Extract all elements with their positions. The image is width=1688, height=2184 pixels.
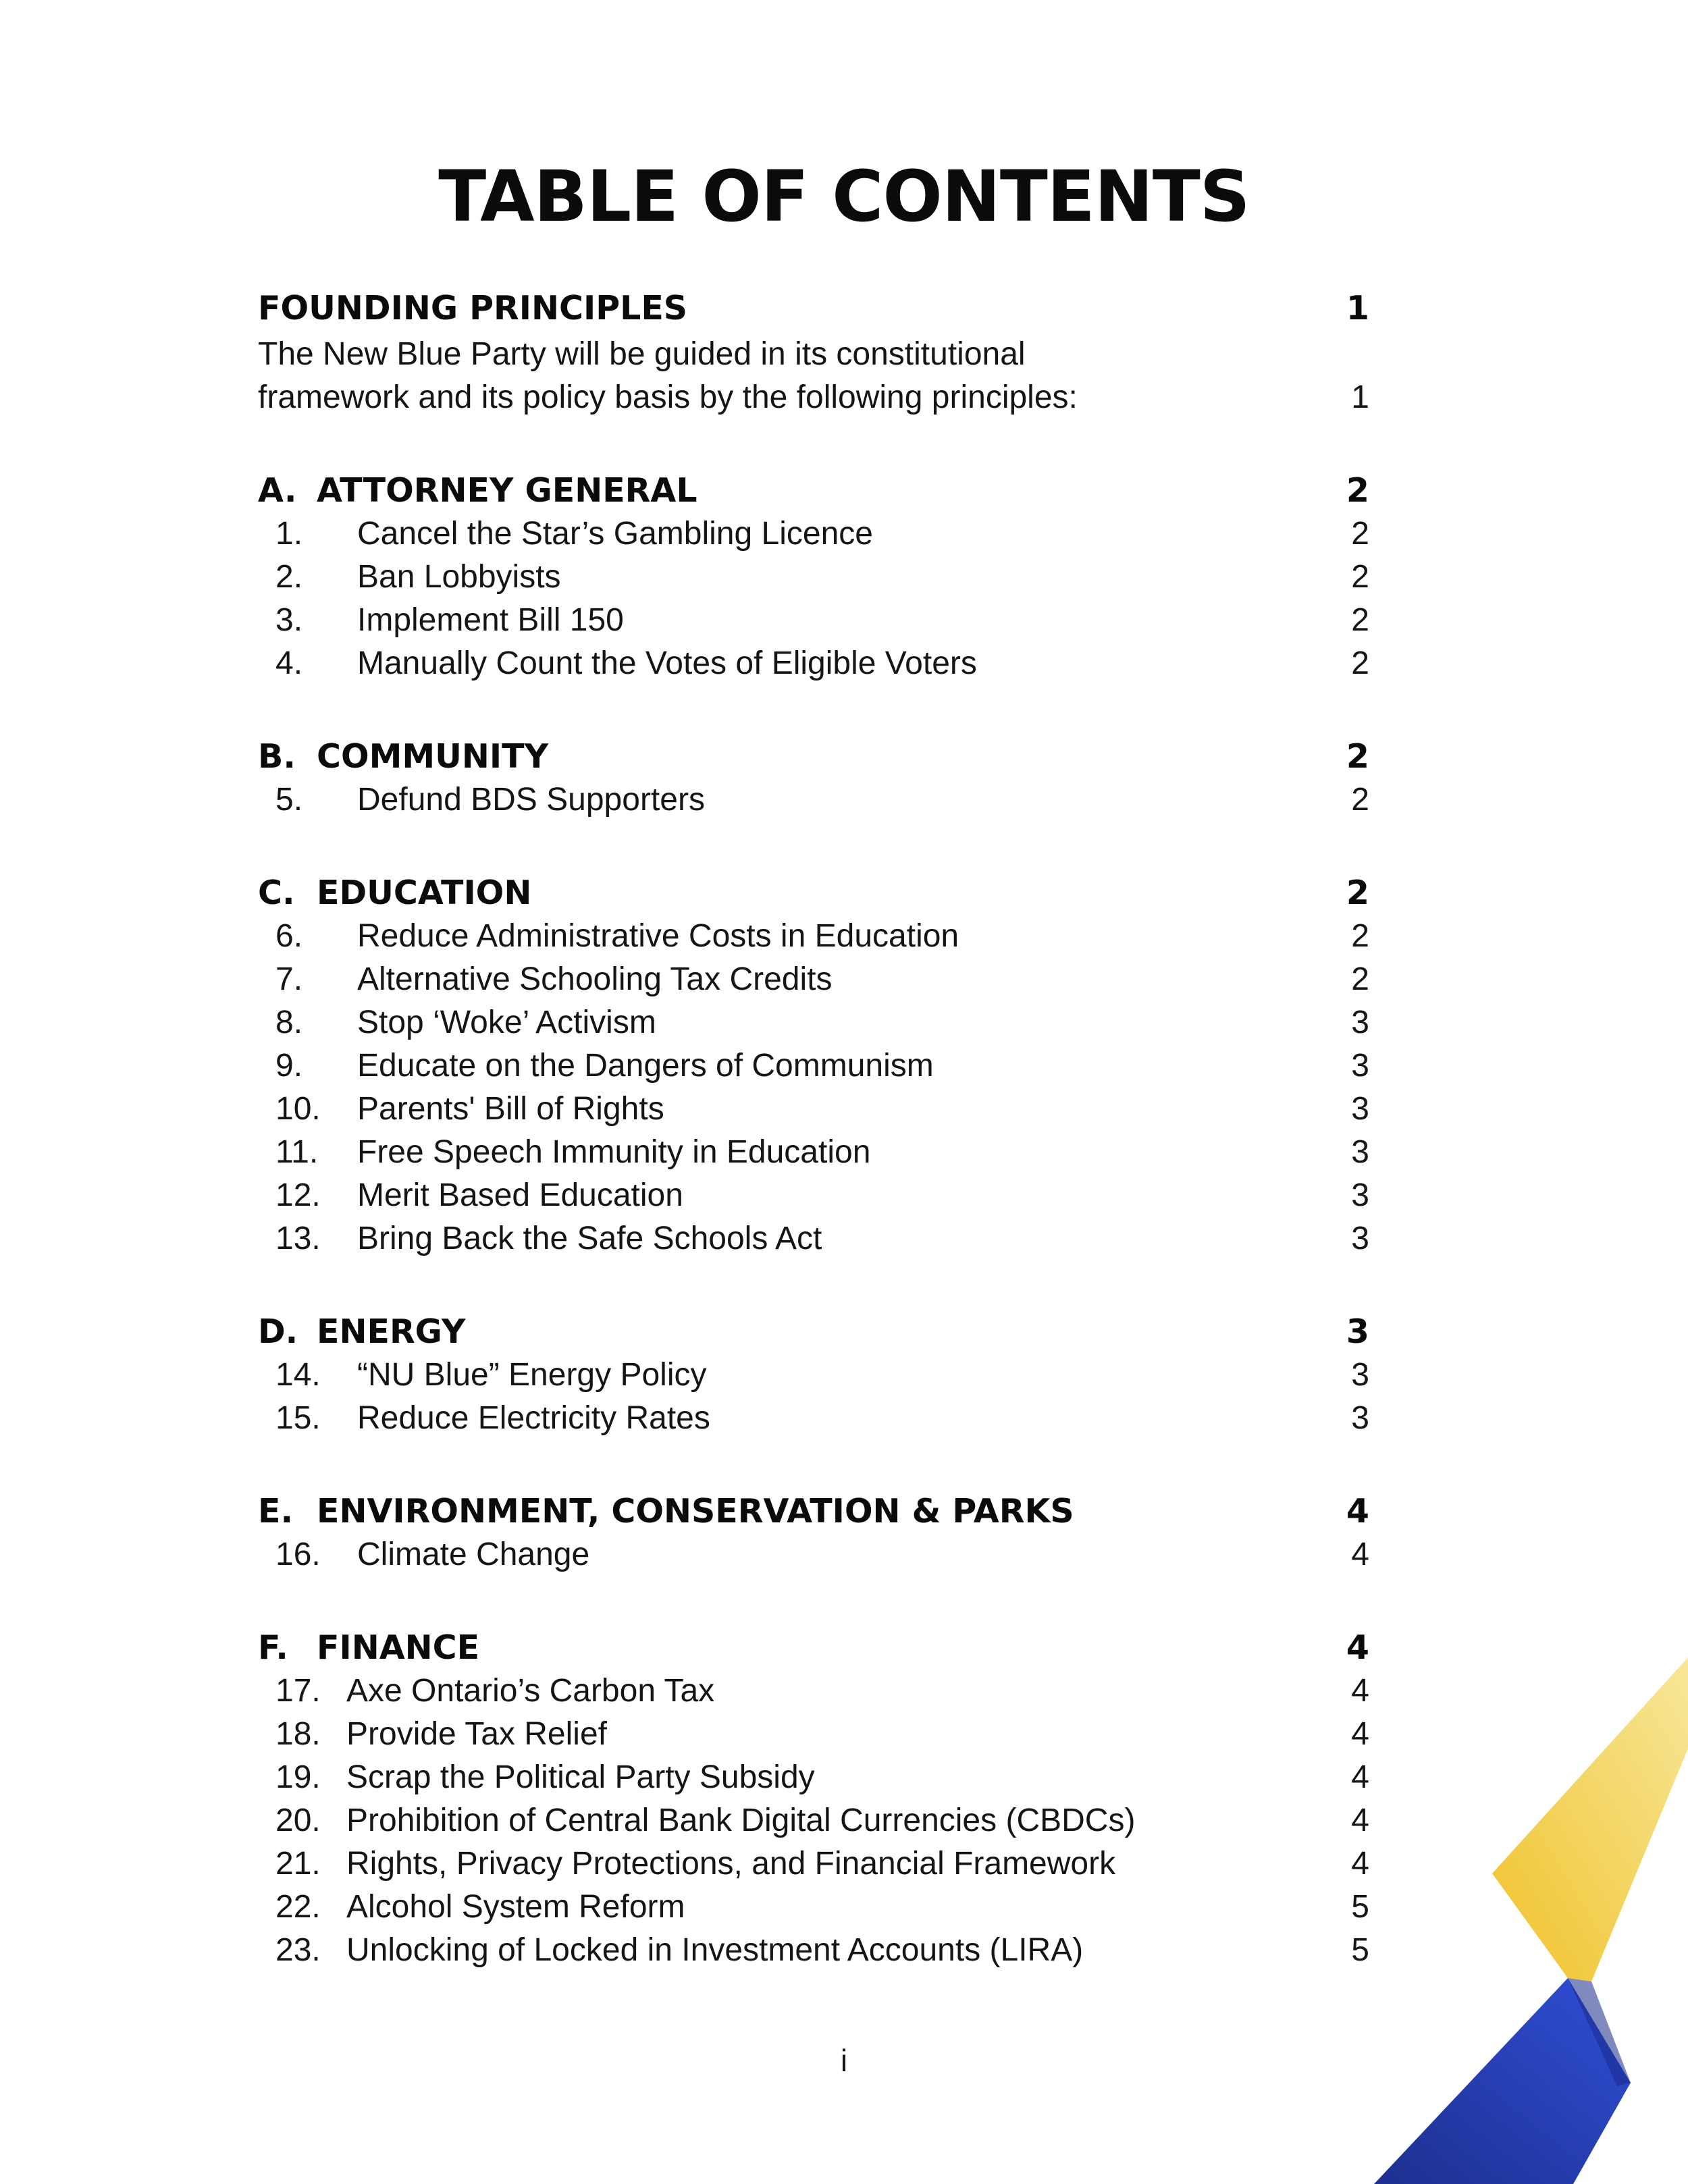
page-ref: 3 — [1346, 1312, 1369, 1351]
page-ref: 2 — [1351, 961, 1369, 997]
entry-number: 22. — [275, 1889, 321, 1925]
toc-entry[interactable] — [258, 1397, 1369, 1440]
entry-number: 23. — [275, 1932, 321, 1968]
section-letter: F. — [258, 1628, 288, 1667]
entry-title: Alcohol System Reform — [346, 1889, 685, 1925]
page-ref: 2 — [1351, 559, 1369, 595]
toc-entry[interactable] — [258, 1088, 1369, 1131]
toc-section-heading[interactable] — [258, 872, 1369, 915]
section-letter: D. — [258, 1312, 298, 1351]
toc-entry[interactable] — [258, 1533, 1369, 1576]
entry-number: 10. — [275, 1091, 321, 1127]
page-ref: 5 — [1351, 1889, 1369, 1925]
entry-number: 5. — [275, 782, 303, 818]
entry-number: 20. — [275, 1803, 321, 1838]
page-ref: 2 — [1346, 737, 1369, 776]
page-ref: 4 — [1351, 1846, 1369, 1882]
page-ref: 3 — [1351, 1005, 1369, 1040]
toc-entry[interactable] — [258, 1174, 1369, 1217]
section-title: ENERGY — [317, 1312, 466, 1351]
entry-title: Stop ‘Woke’ Activism — [357, 1005, 656, 1040]
page-ref: 4 — [1351, 1537, 1369, 1572]
toc-entry[interactable] — [258, 958, 1369, 1001]
toc-entry[interactable] — [258, 556, 1369, 599]
toc-section-heading[interactable] — [258, 1310, 1369, 1354]
entry-number: 21. — [275, 1846, 321, 1882]
entry-title: Reduce Electricity Rates — [357, 1400, 710, 1436]
entry-number: 9. — [275, 1048, 303, 1084]
page-ref: 2 — [1346, 471, 1369, 510]
page-ref: 4 — [1351, 1716, 1369, 1752]
founding-description[interactable] — [258, 333, 1369, 419]
entry-number: 16. — [275, 1537, 321, 1572]
entry-number: 14. — [275, 1357, 321, 1393]
entry-title: Cancel the Star’s Gambling Licence — [357, 516, 873, 552]
entry-title: Educate on the Dangers of Communism — [357, 1048, 934, 1084]
toc-section-heading[interactable] — [258, 735, 1369, 778]
toc-section-heading[interactable] — [258, 1490, 1369, 1533]
entry-title: Free Speech Immunity in Education — [357, 1134, 871, 1170]
entry-number: 7. — [275, 961, 303, 997]
toc-entry[interactable] — [258, 1217, 1369, 1260]
section-title: FOUNDING PRINCIPLES — [258, 289, 688, 327]
entry-title: Ban Lobbyists — [357, 559, 561, 595]
entry-title: Bring Back the Safe Schools Act — [357, 1221, 822, 1256]
section-title: FINANCE — [317, 1628, 480, 1667]
entry-title: Scrap the Political Party Subsidy — [346, 1759, 815, 1795]
description-line: framework and its policy basis by the following principles: — [258, 379, 1078, 415]
page-ref: 2 — [1351, 918, 1369, 954]
toc-entry[interactable] — [258, 512, 1369, 556]
entry-title: Parents' Bill of Rights — [357, 1091, 664, 1127]
toc-entry[interactable] — [258, 1713, 1369, 1756]
page-ref: 3 — [1351, 1177, 1369, 1213]
toc-entry[interactable] — [258, 1044, 1369, 1088]
section-spacer — [258, 1576, 1369, 1626]
section-title: ATTORNEY GENERAL — [317, 471, 697, 510]
yellow-stripe — [1492, 1657, 1688, 1981]
page-ref: 2 — [1351, 602, 1369, 638]
description-line: The New Blue Party will be guided in its constitutional — [258, 336, 1026, 372]
entry-title: Reduce Administrative Costs in Education — [357, 918, 959, 954]
toc-entry[interactable] — [258, 1670, 1369, 1713]
page-ref: 4 — [1351, 1673, 1369, 1709]
entry-title: Prohibition of Central Bank Digital Currencies (CBDCs) — [346, 1803, 1136, 1838]
entry-number: 3. — [275, 602, 303, 638]
toc-section-heading[interactable] — [258, 469, 1369, 512]
section-spacer — [258, 1260, 1369, 1310]
entry-number: 2. — [275, 559, 303, 595]
section-spacer — [258, 1440, 1369, 1490]
entry-title: Provide Tax Relief — [346, 1716, 607, 1752]
toc-entry[interactable] — [258, 1756, 1369, 1799]
entry-title: Defund BDS Supporters — [357, 782, 705, 818]
entry-title: Unlocking of Locked in Investment Accounts (LIRA) — [346, 1932, 1084, 1968]
toc-entry[interactable] — [258, 642, 1369, 685]
page-ref: 5 — [1351, 1932, 1369, 1968]
toc-entry[interactable] — [258, 915, 1369, 958]
page-ref: 3 — [1351, 1221, 1369, 1256]
entry-title: “NU Blue” Energy Policy — [357, 1357, 707, 1393]
section-spacer — [258, 685, 1369, 735]
entry-number: 18. — [275, 1716, 321, 1752]
section-spacer — [258, 419, 1369, 469]
toc-entry[interactable] — [258, 1842, 1369, 1886]
page-title: TABLE OF CONTENTS — [438, 155, 1250, 238]
page-number: i — [840, 2043, 848, 2078]
toc-entry[interactable] — [258, 1354, 1369, 1397]
page-ref: 1 — [1346, 289, 1369, 327]
toc-entry[interactable] — [258, 1799, 1369, 1842]
toc-entry[interactable] — [258, 1886, 1369, 1929]
toc-entry[interactable] — [258, 778, 1369, 822]
entry-number: 15. — [275, 1400, 321, 1436]
entry-number: 6. — [275, 918, 303, 954]
toc-section-heading[interactable] — [258, 1626, 1369, 1670]
page-ref: 1 — [1351, 379, 1369, 415]
table-of-contents — [258, 287, 1369, 1972]
page-ref: 3 — [1351, 1400, 1369, 1436]
entry-title: Manually Count the Votes of Eligible Voters — [357, 645, 977, 681]
page-ref: 2 — [1351, 645, 1369, 681]
page-ref: 2 — [1351, 516, 1369, 552]
toc-entry[interactable] — [258, 1929, 1369, 1972]
page-ref: 3 — [1351, 1357, 1369, 1393]
section-title: COMMUNITY — [317, 737, 549, 776]
entry-number: 11. — [275, 1134, 319, 1170]
section-letter: C. — [258, 874, 295, 912]
entry-number: 17. — [275, 1673, 321, 1709]
entry-title: Rights, Privacy Protections, and Financial Framework — [346, 1846, 1116, 1882]
entry-number: 8. — [275, 1005, 303, 1040]
page-ref: 2 — [1351, 782, 1369, 818]
section-letter: E. — [258, 1492, 294, 1530]
page-ref: 2 — [1346, 874, 1369, 912]
entry-title: Alternative Schooling Tax Credits — [357, 961, 833, 997]
entry-title: Climate Change — [357, 1537, 590, 1572]
entry-number: 13. — [275, 1221, 321, 1256]
page-ref: 3 — [1351, 1048, 1369, 1084]
toc-entry[interactable] — [258, 599, 1369, 642]
entry-number: 12. — [275, 1177, 321, 1213]
section-letter: A. — [258, 471, 297, 510]
section-title: EDUCATION — [317, 874, 532, 912]
entry-title: Implement Bill 150 — [357, 602, 624, 638]
toc-heading-founding-principles[interactable] — [258, 287, 1369, 330]
page-ref: 3 — [1351, 1134, 1369, 1170]
page-ref: 4 — [1351, 1759, 1369, 1795]
entry-number: 1. — [275, 516, 303, 552]
page-ref: 4 — [1346, 1628, 1369, 1667]
entry-title: Merit Based Education — [357, 1177, 683, 1213]
entry-title: Axe Ontario’s Carbon Tax — [346, 1673, 715, 1709]
entry-number: 19. — [275, 1759, 321, 1795]
page-ref: 4 — [1346, 1492, 1369, 1530]
page-ref: 4 — [1351, 1803, 1369, 1838]
section-letter: B. — [258, 737, 296, 776]
page-ref: 3 — [1351, 1091, 1369, 1127]
entry-number: 4. — [275, 645, 303, 681]
section-title: ENVIRONMENT, CONSERVATION & PARKS — [317, 1492, 1074, 1530]
toc-entry[interactable] — [258, 1131, 1369, 1174]
toc-entry[interactable] — [258, 1001, 1369, 1044]
section-spacer — [258, 822, 1369, 872]
